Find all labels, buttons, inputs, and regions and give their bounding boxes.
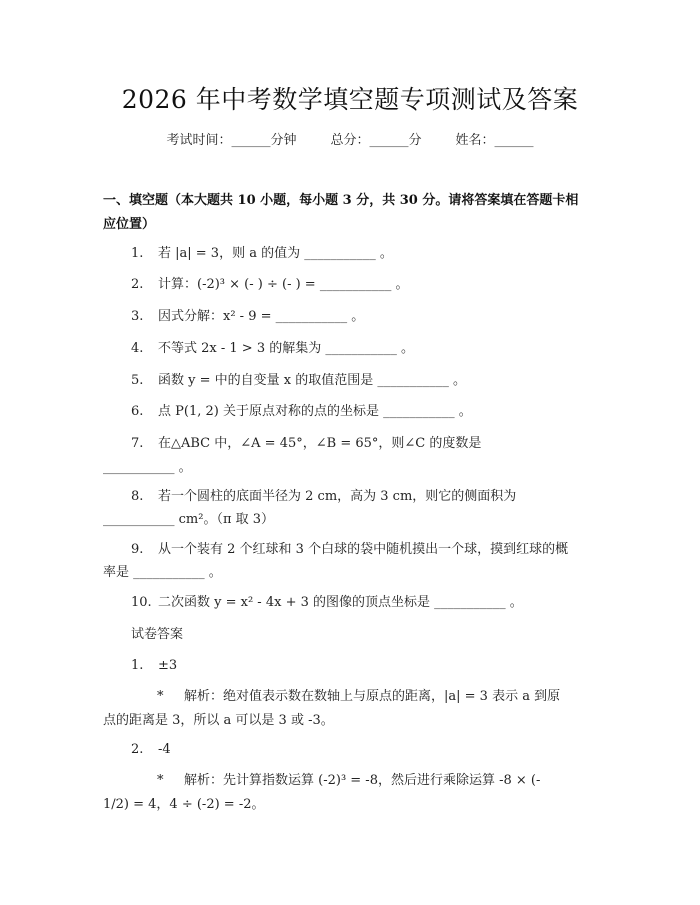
question-text: 因式分解：x² - 9 = ___________ 。	[158, 309, 365, 324]
question-text: 在△ABC 中，∠A = 45°，∠B = 65°，则∠C 的度数是	[158, 436, 482, 451]
question-7-continuation: ___________ 。	[103, 460, 192, 475]
section-heading	[103, 189, 603, 237]
question-number: 4.	[131, 341, 144, 356]
question-4	[131, 340, 414, 358]
question-8	[131, 488, 516, 506]
exam-time: 考试时间：______分钟	[166, 133, 297, 148]
question-number: 10.	[131, 595, 152, 610]
question-text: 计算：(-2)³ × (- ) ÷ (- ) = ___________ 。	[158, 277, 409, 292]
question-1	[131, 245, 393, 263]
question-text: 不等式 2x - 1 > 3 的解集为 ___________ 。	[158, 341, 414, 356]
answers-heading: 试卷答案	[131, 627, 184, 642]
question-6	[131, 403, 472, 421]
question-5	[131, 372, 466, 390]
answer-1	[131, 657, 177, 675]
answer-1-explanation	[157, 688, 560, 706]
question-number: 5.	[131, 373, 144, 388]
exam-total-score: 总分：______分	[330, 133, 422, 148]
question-9-continuation: 率是 ___________ 。	[103, 565, 222, 580]
question-number: 8.	[131, 489, 144, 504]
answer-number: 2.	[131, 742, 144, 757]
answer-value: ±3	[158, 658, 178, 673]
question-text: 从一个装有 2 个红球和 3 个白球的袋中随机摸出一个球，摸到红球的概	[158, 542, 569, 557]
question-2	[131, 276, 408, 294]
answer-value: -4	[158, 742, 171, 757]
bullet-star: *	[157, 689, 164, 704]
answer-2-explanation-continuation: 1/2) = 4，4 ÷ (-2) = -2。	[103, 797, 265, 812]
question-text: 若 |a| = 3，则 a 的值为 ___________ 。	[158, 246, 393, 261]
question-number: 2.	[131, 277, 144, 292]
question-number: 7.	[131, 436, 144, 451]
bullet-star: *	[157, 773, 164, 788]
question-number: 1.	[131, 246, 144, 261]
question-9	[131, 541, 568, 559]
question-3	[131, 308, 364, 326]
page-title: 2026 年中考数学填空题专项测试及答案	[121, 85, 579, 114]
question-8-continuation: ___________ cm²。（π 取 3）	[103, 512, 275, 527]
answer-2-explanation	[157, 772, 540, 790]
answer-2	[131, 741, 171, 759]
question-text: 二次函数 y = x² - 4x + 3 的图像的顶点坐标是 ___________ 。	[158, 595, 523, 610]
question-10	[131, 594, 523, 612]
answer-1-explanation-continuation: 点的距离是 3，所以 a 可以是 3 或 -3。	[103, 713, 334, 728]
question-text: 函数 y = 中的自变量 x 的取值范围是 ___________ 。	[158, 373, 466, 388]
exam-student-name: 姓名：______	[455, 133, 534, 148]
question-text: 若一个圆柱的底面半径为 2 cm，高为 3 cm，则它的侧面积为	[158, 489, 517, 504]
section-heading-line: 一、填空题（本大题共 10 小题，每小题 3 分，共 30 分。请将答案填在答题卡相	[103, 193, 579, 208]
question-number: 3.	[131, 309, 144, 324]
section-heading-line: 应位置）	[103, 217, 156, 232]
explanation-text: 解析：先计算指数运算 (-2)³ = -8，然后进行乘除运算 -8 × (-	[184, 773, 541, 788]
answer-number: 1.	[131, 658, 144, 673]
exam-meta	[0, 132, 700, 150]
question-number: 9.	[131, 542, 144, 557]
explanation-text: 解析：绝对值表示数在数轴上与原点的距离，|a| = 3 表示 a 到原	[184, 689, 561, 704]
question-number: 6.	[131, 404, 144, 419]
question-7	[131, 435, 481, 453]
question-text: 点 P(1, 2) 关于原点对称的点的坐标是 ___________ 。	[158, 404, 472, 419]
